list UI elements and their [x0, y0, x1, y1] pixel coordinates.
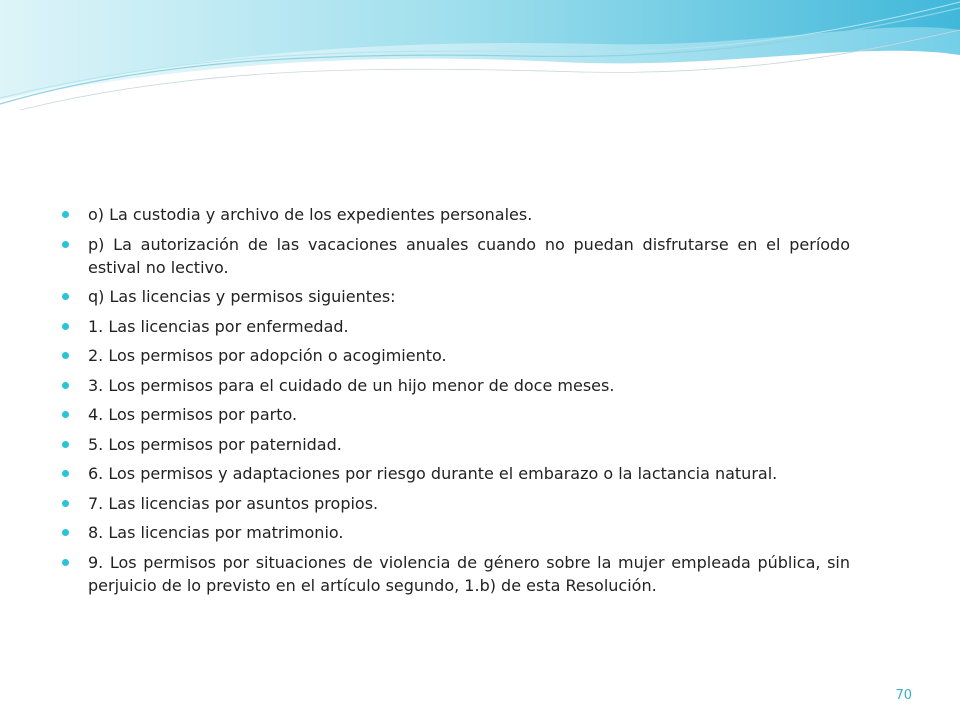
- bullet-icon: [62, 559, 69, 566]
- bullet-icon: [62, 441, 69, 448]
- list-item-text: q) Las licencias y permisos siguientes:: [88, 287, 396, 306]
- bullet-icon: [62, 323, 69, 330]
- list-item: [60, 285, 850, 308]
- list-item: [60, 551, 850, 597]
- list-item-text: 2. Los permisos por adopción o acogimiento.: [88, 346, 447, 365]
- bullet-icon: [62, 211, 69, 218]
- header-wave-decoration: [0, 0, 960, 120]
- list-item-text: 6. Los permisos y adaptaciones por riesgo durante el embarazo o la lactancia natural.: [88, 464, 778, 483]
- list-item-text: 3. Los permisos para el cuidado de un hijo menor de doce meses.: [88, 375, 615, 395]
- slide-content: [60, 203, 850, 603]
- list-item-text: 4. Los permisos por parto.: [88, 405, 298, 424]
- list-item: [60, 233, 850, 279]
- list-item-text: o) La custodia y archivo de los expedientes personales.: [88, 205, 533, 224]
- list-item-text: 9. Los permisos por situaciones de violencia de género sobre la mujer empleada pública, sin perjuicio de lo previsto en el artículo segundo, 1.b) de esta Resolución.: [88, 552, 850, 595]
- list-item-text: 1. Las licencias por enfermedad.: [88, 316, 349, 336]
- list-item-text: 7. Las licencias por asuntos propios.: [88, 493, 379, 513]
- list-item: [60, 403, 850, 426]
- list-item-text: p) La autorización de las vacaciones anuales cuando no puedan disfrutarse en el período estival no lectivo.: [88, 234, 850, 277]
- list-item: [60, 462, 850, 485]
- bullet-list: [60, 203, 850, 597]
- list-item-text: 8. Las licencias por matrimonio.: [88, 523, 344, 542]
- list-item: [60, 492, 850, 515]
- list-item: [60, 344, 850, 367]
- list-item: [60, 374, 850, 397]
- page-number: 70: [895, 688, 912, 703]
- list-item-text: 5. Los permisos por paternidad.: [88, 434, 342, 454]
- bullet-icon: [62, 500, 69, 507]
- list-item: [60, 203, 850, 226]
- list-item: [60, 521, 850, 544]
- bullet-icon: [62, 352, 69, 359]
- bullet-icon: [62, 382, 69, 389]
- bullet-icon: [62, 411, 69, 418]
- bullet-icon: [62, 241, 69, 248]
- bullet-icon: [62, 529, 69, 536]
- bullet-icon: [62, 470, 69, 477]
- list-item: [60, 433, 850, 456]
- bullet-icon: [62, 293, 69, 300]
- list-item: [60, 315, 850, 338]
